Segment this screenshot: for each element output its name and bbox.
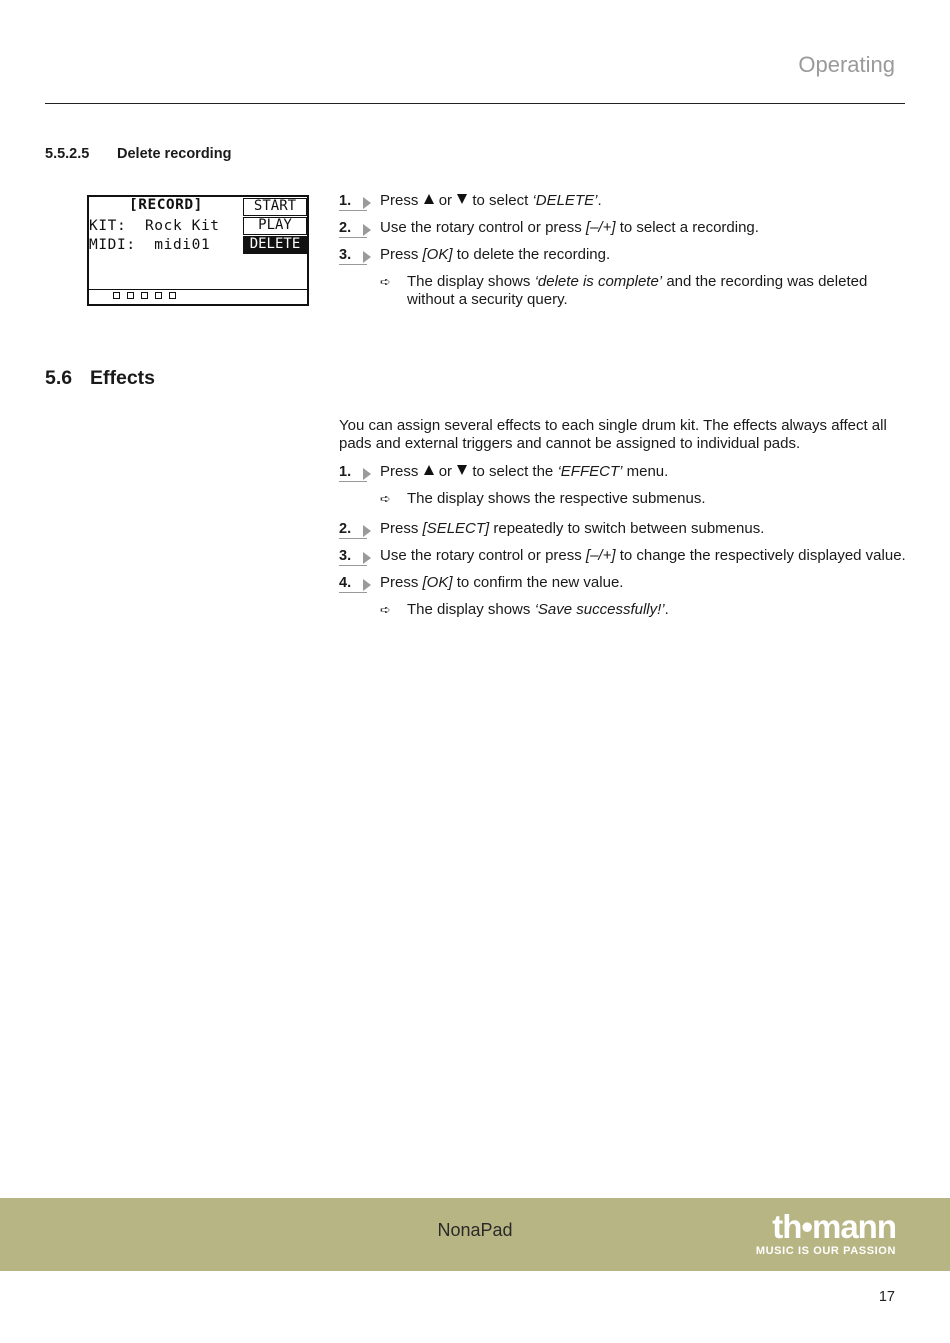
step-arrow-icon bbox=[363, 197, 371, 209]
lcd-delete-button: DELETE bbox=[243, 236, 307, 254]
step-text: Press or to select ‘DELETE’. bbox=[380, 192, 602, 209]
step-text: Use the rotary control or press [–/+] to select a recording. bbox=[380, 219, 759, 236]
lcd-indicator-square-icon bbox=[113, 292, 120, 299]
arrow-up-icon bbox=[424, 465, 434, 475]
page-number: 17 bbox=[878, 1289, 895, 1305]
step-number: 2. bbox=[339, 219, 373, 237]
step-arrow-icon bbox=[363, 224, 371, 236]
arrow-down-icon bbox=[457, 194, 467, 204]
step-number: 3. bbox=[339, 246, 373, 264]
result-text: The display shows ‘Save successfully!’. bbox=[407, 601, 669, 618]
step-text: Press or to select the ‘EFFECT’ menu. bbox=[380, 463, 669, 480]
lcd-kit-line: KIT: Rock Kit bbox=[89, 218, 220, 234]
lcd-start-button: START bbox=[243, 198, 307, 216]
step-text: Press [OK] to confirm the new value. bbox=[380, 574, 624, 591]
result-text: The display shows the respective submenus. bbox=[407, 490, 706, 507]
result-arrow-icon: ➪ bbox=[380, 274, 391, 289]
result-arrow-icon: ➪ bbox=[380, 491, 391, 506]
step-arrow-icon bbox=[363, 525, 371, 537]
subsection-title: Delete recording bbox=[117, 146, 232, 162]
effects-intro-paragraph: You can assign several effects to each single drum kit. The effects always affect all pads and external triggers and cannot be assigned to individual pads. bbox=[339, 417, 887, 452]
lcd-status-bar bbox=[89, 289, 307, 304]
step-arrow-icon bbox=[363, 552, 371, 564]
product-name: NonaPad bbox=[437, 1220, 513, 1240]
step-arrow-icon bbox=[363, 251, 371, 263]
lcd-display bbox=[87, 195, 309, 306]
step-number: 3. bbox=[339, 547, 373, 565]
footer-band bbox=[0, 1198, 950, 1271]
step-number: 1. bbox=[339, 192, 373, 210]
step-text: Press [OK] to delete the recording. bbox=[380, 246, 611, 263]
step-arrow-icon bbox=[363, 579, 371, 591]
lcd-title: [RECORD] bbox=[129, 197, 203, 213]
subsection-heading bbox=[45, 146, 231, 162]
step-text: Use the rotary control or press [–/+] to change the respectively displayed value. bbox=[380, 547, 906, 564]
lcd-midi-line: MIDI: midi01 bbox=[89, 237, 211, 253]
step-number: 1. bbox=[339, 463, 373, 481]
result-arrow-icon: ➪ bbox=[380, 602, 391, 617]
step-arrow-icon bbox=[363, 468, 371, 480]
page-header-title: Operating bbox=[798, 52, 895, 77]
header-rule bbox=[45, 103, 905, 104]
lcd-indicator-square-icon bbox=[141, 292, 148, 299]
arrow-down-icon bbox=[457, 465, 467, 475]
step-number: 2. bbox=[339, 520, 373, 538]
lcd-indicator-square-icon bbox=[155, 292, 162, 299]
brand-tagline: MUSIC IS OUR PASSION bbox=[755, 1245, 896, 1257]
lcd-play-button: PLAY bbox=[243, 217, 307, 235]
arrow-up-icon bbox=[424, 194, 434, 204]
section-title: Effects bbox=[90, 367, 156, 389]
subsection-number: 5.5.2.5 bbox=[45, 146, 90, 162]
section-heading bbox=[45, 367, 155, 390]
section-number: 5.6 bbox=[45, 367, 73, 389]
thomann-logo bbox=[736, 1210, 896, 1260]
brand-name: th•mann bbox=[772, 1208, 896, 1245]
step-number: 4. bbox=[339, 574, 373, 592]
lcd-indicator-square-icon bbox=[127, 292, 134, 299]
result-text: The display shows ‘delete is complete’ and the recording was deleted without a security query. bbox=[407, 273, 868, 308]
lcd-indicator-square-icon bbox=[169, 292, 176, 299]
step-text: Press [SELECT] repeatedly to switch between submenus. bbox=[380, 520, 765, 537]
